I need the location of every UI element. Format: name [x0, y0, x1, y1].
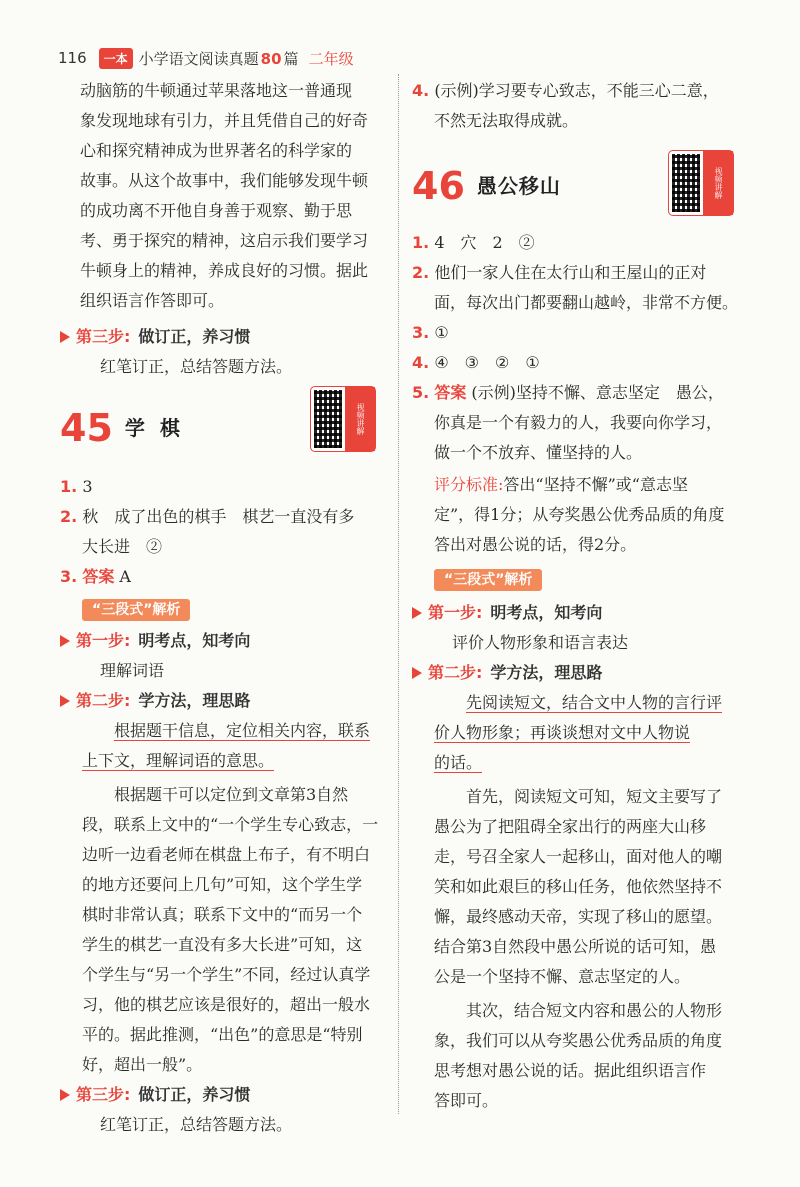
analysis-paragraph: 根据题干可以定位到文章第3自然 段，联系上文中的“一个学生专心致志，一 边听一边看老师在棋盘上布子，有不明白 的地方还要问上几句”可知，这个学生学 棋时非常认真；联系下文中的“而另一个 学生的棋艺一直没有多大长进”可知，这 个学生与“另一个学生”不同，经过认真学 习，他的棋艺应该是很好的，超出一般水 平的。据此推测，“出色”的意思是“特别 好，超出一般”。 [82, 785, 379, 1074]
arrow-icon [412, 607, 422, 619]
arrow-icon [60, 331, 70, 343]
analysis-badge: “三段式”解析 [82, 599, 190, 621]
analysis-paragraph-1: 首先，阅读短文可知，短文主要写了 愚公为了把阻碍全家出行的两座大山移 走，号召全家人一起移山，面对他人的嘲 笑和如此艰巨的移山任务，他依然坚持不 懈，最终感动天帝，实现了移山的愿望。 结合第3自然段中愚公所说的话可知，愚 公是一个坚持不懈、意志坚定的人。 [434, 787, 723, 986]
page-number: 116 [58, 49, 87, 67]
qr-code-icon[interactable]: 视频讲解 [668, 150, 734, 216]
arrow-icon [60, 695, 70, 707]
step2-header: 第二步: 学方法，理思路 [412, 658, 752, 688]
answer-5: 5. 答案 (示例)坚持不懈、意志坚定 愚公， [412, 383, 724, 402]
book-title: 小学语文阅读真题 80 篇 [138, 49, 299, 68]
step3b-detail: 红笔订正，总结答题方法。 [100, 1115, 293, 1134]
arrow-icon [412, 667, 422, 679]
step1-detail: 评价人物形象和语言表达 [452, 633, 629, 652]
prev-answer-4: 4. (示例)学习要专心致志，不能三心二意， [412, 81, 719, 100]
step2-method: 先阅读短文，结合文中人物的言行评 价人物形象；再谈谈想对文中人物说 的话。 [434, 693, 723, 772]
column-divider [398, 74, 399, 1114]
answer-2-cont: 大长进 ② [82, 537, 163, 556]
answer-5-line2: 你真是一个有毅力的人，我要向你学习， [434, 413, 723, 432]
step3b-header: 第三步: 做订正，养习惯 [60, 1080, 390, 1110]
intro-paragraph: 动脑筋的牛顿通过苹果落地这一普通现 象发现地球有引力，并且凭借自己的好奇 心和探究精神成为世界著名的科学家的 故事。从这个故事中，我们能够发现牛顿 的成功离不开他自身善于观察、勤于思 考、勇于探究的精神，这启示我们要学习 牛顿身上的精神，养成良好的习惯。据此 组织语言作答即可。 [80, 81, 369, 310]
answer-1: 1. 4 穴 2 ② [412, 233, 535, 252]
answer-1: 1. 3 [60, 477, 93, 496]
step2-method: 根据题干信息，定位相关内容，联系 上下文，理解词语的意思。 [82, 721, 371, 770]
answer-4: 4. ④ ③ ② ① [412, 353, 540, 372]
brand-logo: 一本 [99, 48, 133, 69]
scoring-criteria: 评分标准:答出“坚持不懈”或“意志坚 定”，得1分；从夸奖愚公优秀品质的角度 答出对愚公说的话，得2分。 [434, 475, 725, 554]
step3-detail: 红笔订正，总结答题方法。 [100, 357, 293, 376]
arrow-icon [60, 1089, 70, 1101]
step1-detail: 理解词语 [100, 661, 165, 680]
answer-2: 2. 秋 成了出色的棋手 棋艺一直没有多 [60, 507, 355, 526]
qr-code-icon[interactable]: 视频讲解 [310, 386, 376, 452]
step1-header: 第一步: 明考点，知考向 [412, 598, 752, 628]
answer-2-cont: 面，每次出门都要翻山越岭，非常不方便。 [434, 293, 739, 312]
answer-3: 3. ① [412, 323, 449, 342]
step1-header: 第一步: 明考点，知考向 [60, 626, 390, 656]
left-column [60, 76, 390, 1140]
page-header [58, 44, 354, 72]
prev-answer-4-cont: 不然无法取得成就。 [434, 111, 579, 130]
analysis-paragraph-2: 其次，结合短文内容和愚公的人物形 象，我们可以从夸奖愚公优秀品质的角度 思考想对愚公说的话。据此组织语言作 答即可。 [434, 1001, 723, 1110]
lesson-45-heading: 45 学 棋 [60, 406, 184, 450]
answer-5-line3: 做一个不放弃、懂坚持的人。 [434, 443, 643, 462]
answer-3: 3. 答案 A [60, 567, 131, 586]
lesson-46-heading: 46 愚公移山 [412, 164, 561, 208]
step3-header: 第三步: 做订正，养习惯 [60, 322, 390, 352]
step2-header: 第二步: 学方法，理思路 [60, 686, 390, 716]
answer-2: 2. 他们一家人住在太行山和王屋山的正对 [412, 263, 707, 282]
analysis-badge: “三段式”解析 [434, 569, 542, 591]
grade-label: 二年级 [308, 49, 354, 68]
right-column [412, 76, 752, 1116]
arrow-icon [60, 635, 70, 647]
